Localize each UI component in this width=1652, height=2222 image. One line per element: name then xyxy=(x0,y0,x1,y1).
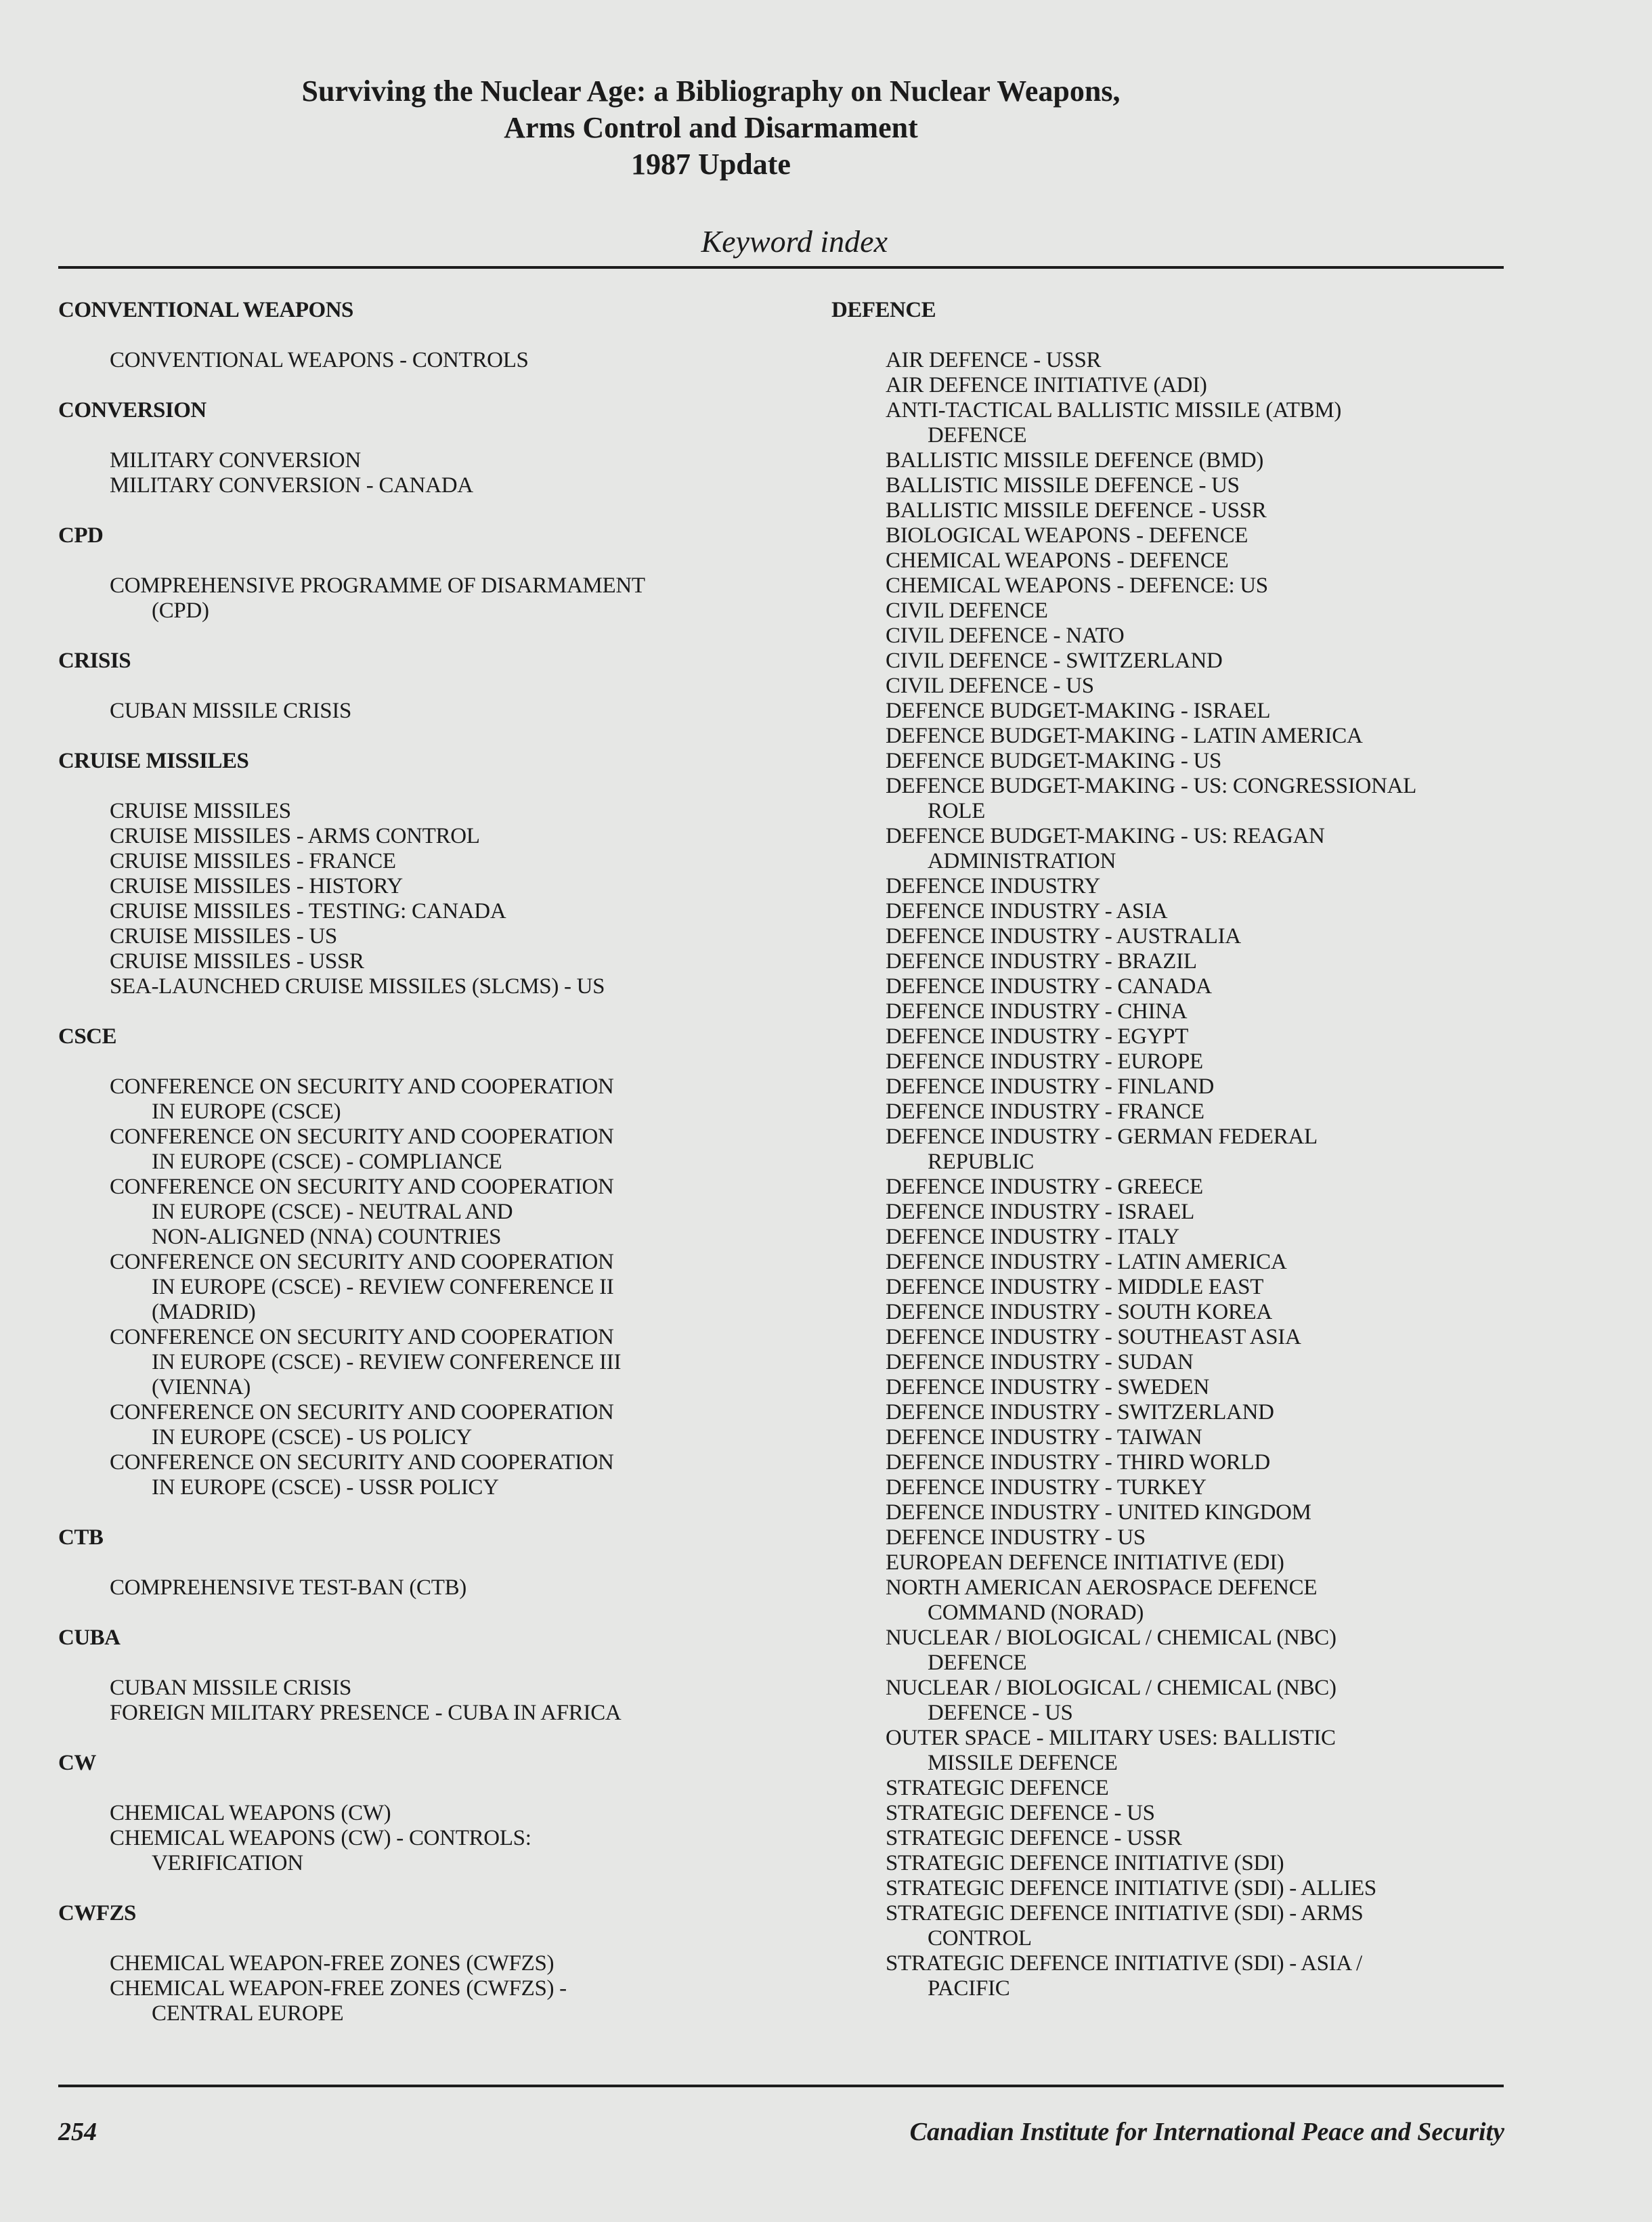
index-entry xyxy=(831,1500,1515,1525)
title-line-3: 1987 Update xyxy=(631,148,791,181)
index-entry xyxy=(58,799,817,824)
keyword-heading: DEFENCE xyxy=(831,298,936,322)
entry-continuation: VERIFICATION xyxy=(152,1851,303,1875)
entry-text: CONFERENCE ON SECURITY AND COOPERATION xyxy=(110,1325,614,1349)
index-entry xyxy=(831,1275,1515,1300)
entry-continuation: ROLE xyxy=(928,799,985,823)
index-entry xyxy=(831,1400,1515,1425)
index-entry xyxy=(831,1250,1515,1275)
entry-text: DEFENCE BUDGET-MAKING - US: REAGAN xyxy=(886,824,1325,848)
entry-continuation: DEFENCE xyxy=(928,1651,1027,1675)
entry-text: DEFENCE INDUSTRY - EGYPT xyxy=(886,1024,1189,1049)
index-entry xyxy=(831,473,1515,498)
keyword-heading: CRISIS xyxy=(58,649,131,673)
entry-text: BALLISTIC MISSILE DEFENCE - US xyxy=(886,473,1240,498)
keyword-group xyxy=(58,649,817,724)
entry-continuation: IN EUROPE (CSCE) - US POLICY xyxy=(152,1425,472,1450)
entry-continuation: COMMAND (NORAD) xyxy=(928,1600,1144,1625)
index-entry xyxy=(58,924,817,949)
entry-text: CIVIL DEFENCE - US xyxy=(886,674,1094,698)
entry-continuation: DEFENCE xyxy=(928,423,1027,448)
index-entry xyxy=(831,724,1515,749)
entry-text: DEFENCE BUDGET-MAKING - LATIN AMERICA xyxy=(886,724,1363,748)
index-entry xyxy=(831,1099,1515,1125)
index-entry xyxy=(58,1250,817,1325)
entry-text: NUCLEAR / BIOLOGICAL / CHEMICAL (NBC) xyxy=(886,1626,1336,1650)
index-entry xyxy=(831,1726,1515,1776)
index-entry xyxy=(831,1851,1515,1876)
entry-text: DEFENCE INDUSTRY - GERMAN FEDERAL xyxy=(886,1125,1318,1149)
entry-text: DEFENCE INDUSTRY - FINLAND xyxy=(886,1074,1215,1099)
index-entry xyxy=(58,1450,817,1500)
keyword-group xyxy=(58,1626,817,1726)
index-entry xyxy=(831,548,1515,573)
entry-text: DEFENCE INDUSTRY - TAIWAN xyxy=(886,1425,1202,1450)
entry-text: DEFENCE INDUSTRY - SWITZERLAND xyxy=(886,1400,1274,1424)
keyword-heading: CONVENTIONAL WEAPONS xyxy=(58,298,353,322)
index-entry xyxy=(58,348,817,373)
entry-text: DEFENCE INDUSTRY - THIRD WORLD xyxy=(886,1450,1270,1475)
index-entry xyxy=(831,1049,1515,1074)
entry-text: STRATEGIC DEFENCE INITIATIVE (SDI) - ARMS xyxy=(886,1901,1364,1925)
keyword-group xyxy=(58,398,817,498)
index-entry xyxy=(831,649,1515,674)
index-entry xyxy=(831,949,1515,974)
entry-continuation: CONTROL xyxy=(928,1926,1032,1951)
index-entry xyxy=(58,448,817,473)
entry-text: STRATEGIC DEFENCE xyxy=(886,1776,1109,1800)
entry-continuation: IN EUROPE (CSCE) - COMPLIANCE xyxy=(152,1150,502,1174)
index-entry xyxy=(831,1375,1515,1400)
entry-text: CHEMICAL WEAPONS - DEFENCE xyxy=(886,548,1229,573)
index-entry xyxy=(831,1350,1515,1375)
index-entry xyxy=(831,448,1515,473)
entry-continuation: IN EUROPE (CSCE) - USSR POLICY xyxy=(152,1475,499,1500)
keyword-heading: CUBA xyxy=(58,1626,121,1650)
entry-text: DEFENCE INDUSTRY - CHINA xyxy=(886,999,1188,1024)
index-entry xyxy=(831,1676,1515,1726)
keyword-heading: CTB xyxy=(58,1525,104,1550)
entry-text: NUCLEAR / BIOLOGICAL / CHEMICAL (NBC) xyxy=(886,1676,1336,1700)
entry-text: CIVIL DEFENCE xyxy=(886,598,1048,623)
entry-text: AIR DEFENCE - USSR xyxy=(886,348,1102,372)
entry-continuation: (CPD) xyxy=(152,598,209,623)
index-entry xyxy=(831,1225,1515,1250)
index-entry xyxy=(831,824,1515,874)
entry-text: COMPREHENSIVE PROGRAMME OF DISARMAMENT xyxy=(110,573,645,598)
section-title: Keyword index xyxy=(701,224,888,259)
entry-text: DEFENCE INDUSTRY - US xyxy=(886,1525,1146,1550)
left-column xyxy=(58,298,817,2051)
title-line-1: Surviving the Nuclear Age: a Bibliography on Nuclear Weapons, xyxy=(301,74,1121,108)
top-rule xyxy=(58,266,1504,269)
entry-text: OUTER SPACE - MILITARY USES: BALLISTIC xyxy=(886,1726,1336,1750)
index-entry xyxy=(831,1550,1515,1575)
index-entry xyxy=(831,1826,1515,1851)
entry-text: DEFENCE INDUSTRY - ITALY xyxy=(886,1225,1179,1249)
entry-text: DEFENCE INDUSTRY - GREECE xyxy=(886,1175,1203,1199)
index-entry xyxy=(831,1175,1515,1200)
entry-text: CRUISE MISSILES - FRANCE xyxy=(110,849,396,873)
entry-text: ANTI-TACTICAL BALLISTIC MISSILE (ATBM) xyxy=(886,398,1342,422)
entry-continuation: REPUBLIC xyxy=(928,1150,1035,1174)
entry-text: NORTH AMERICAN AEROSPACE DEFENCE xyxy=(886,1575,1318,1600)
index-entry xyxy=(58,824,817,849)
entry-continuation: IN EUROPE (CSCE) - REVIEW CONFERENCE III xyxy=(152,1350,622,1374)
keyword-group xyxy=(58,1024,817,1500)
index-entry xyxy=(831,1074,1515,1099)
index-entry xyxy=(58,1400,817,1450)
entry-continuation: (VIENNA) xyxy=(152,1375,251,1399)
entry-text: DEFENCE INDUSTRY - SOUTHEAST ASIA xyxy=(886,1325,1301,1349)
index-entry xyxy=(58,1074,817,1125)
index-entry xyxy=(831,674,1515,699)
entry-text: SEA-LAUNCHED CRUISE MISSILES (SLCMS) - US xyxy=(110,974,605,999)
index-entry xyxy=(831,699,1515,724)
keyword-heading: CW xyxy=(58,1751,96,1775)
entry-text: FOREIGN MILITARY PRESENCE - CUBA IN AFRICA xyxy=(110,1701,622,1725)
entry-text: CONFERENCE ON SECURITY AND COOPERATION xyxy=(110,1450,614,1475)
entry-continuation: IN EUROPE (CSCE) - REVIEW CONFERENCE II xyxy=(152,1275,614,1299)
entry-text: CRUISE MISSILES - TESTING: CANADA xyxy=(110,899,506,923)
entry-text: DEFENCE BUDGET-MAKING - US: CONGRESSIONAL xyxy=(886,774,1417,798)
entry-text: DEFENCE INDUSTRY - AUSTRALIA xyxy=(886,924,1241,949)
entry-text: DEFENCE INDUSTRY xyxy=(886,874,1100,898)
entry-text: DEFENCE INDUSTRY - MIDDLE EAST xyxy=(886,1275,1264,1299)
entry-text: DEFENCE INDUSTRY - EUROPE xyxy=(886,1049,1203,1074)
entry-text: CRUISE MISSILES - HISTORY xyxy=(110,874,403,898)
keyword-heading: CONVERSION xyxy=(58,398,206,422)
keyword-group xyxy=(58,1525,817,1600)
index-entry xyxy=(831,598,1515,624)
index-entry xyxy=(58,1701,817,1726)
index-entry xyxy=(831,373,1515,398)
entry-text: BALLISTIC MISSILE DEFENCE (BMD) xyxy=(886,448,1264,473)
index-entry xyxy=(831,498,1515,523)
entry-continuation: (MADRID) xyxy=(152,1300,256,1324)
index-entry xyxy=(831,523,1515,548)
index-entry xyxy=(831,1901,1515,1951)
index-entry xyxy=(831,1626,1515,1676)
entry-continuation: NON-ALIGNED (NNA) COUNTRIES xyxy=(152,1225,502,1249)
index-entry xyxy=(58,1676,817,1701)
right-column xyxy=(831,298,1515,2001)
bottom-rule xyxy=(58,2085,1504,2087)
entry-text: CONFERENCE ON SECURITY AND COOPERATION xyxy=(110,1250,614,1274)
entry-text: CUBAN MISSILE CRISIS xyxy=(110,1676,352,1700)
index-entry xyxy=(831,1024,1515,1049)
entry-text: DEFENCE INDUSTRY - BRAZIL xyxy=(886,949,1197,974)
entry-continuation: MISSILE DEFENCE xyxy=(928,1751,1118,1775)
entry-continuation: IN EUROPE (CSCE) xyxy=(152,1099,341,1124)
entry-text: DEFENCE BUDGET-MAKING - US xyxy=(886,749,1222,773)
entry-text: COMPREHENSIVE TEST-BAN (CTB) xyxy=(110,1575,466,1600)
entry-text: DEFENCE INDUSTRY - FRANCE xyxy=(886,1099,1204,1124)
entry-text: STRATEGIC DEFENCE INITIATIVE (SDI) xyxy=(886,1851,1284,1875)
entry-continuation: ADMINISTRATION xyxy=(928,849,1116,873)
index-entry xyxy=(831,749,1515,774)
entry-text: STRATEGIC DEFENCE INITIATIVE (SDI) - ALLIES xyxy=(886,1876,1376,1900)
index-entry xyxy=(58,1976,817,2026)
keyword-group xyxy=(58,749,817,999)
keyword-heading: CWFZS xyxy=(58,1901,136,1925)
entry-text: CONFERENCE ON SECURITY AND COOPERATION xyxy=(110,1074,614,1099)
page-number: 254 xyxy=(58,2118,97,2146)
entry-text: STRATEGIC DEFENCE - US xyxy=(886,1801,1155,1825)
entry-text: CIVIL DEFENCE - NATO xyxy=(886,624,1125,648)
index-entry xyxy=(58,874,817,899)
entry-text: EUROPEAN DEFENCE INITIATIVE (EDI) xyxy=(886,1550,1284,1575)
index-entry xyxy=(831,1776,1515,1801)
index-entry xyxy=(58,573,817,624)
index-entry xyxy=(58,949,817,974)
index-entry xyxy=(831,1300,1515,1325)
entry-text: DEFENCE INDUSTRY - LATIN AMERICA xyxy=(886,1250,1287,1274)
entry-text: CHEMICAL WEAPONS (CW) - CONTROLS: xyxy=(110,1826,531,1850)
index-entry xyxy=(58,1575,817,1600)
index-entry xyxy=(831,348,1515,373)
entry-text: DEFENCE INDUSTRY - SOUTH KOREA xyxy=(886,1300,1272,1324)
keyword-group xyxy=(58,298,817,373)
entry-continuation: DEFENCE - US xyxy=(928,1701,1073,1725)
index-entry xyxy=(831,1200,1515,1225)
index-entry xyxy=(58,1325,817,1400)
keyword-heading: CSCE xyxy=(58,1024,117,1049)
entry-text: DEFENCE INDUSTRY - UNITED KINGDOM xyxy=(886,1500,1311,1525)
index-entry xyxy=(58,974,817,999)
index-entry xyxy=(831,1575,1515,1626)
index-entry xyxy=(58,899,817,924)
entry-text: DEFENCE INDUSTRY - SUDAN xyxy=(886,1350,1194,1374)
entry-text: DEFENCE BUDGET-MAKING - ISRAEL xyxy=(886,699,1271,723)
index-entry xyxy=(831,874,1515,899)
publisher-name: Canadian Institute for International Peace and Security xyxy=(909,2118,1504,2146)
index-entry xyxy=(831,1325,1515,1350)
entry-text: STRATEGIC DEFENCE - USSR xyxy=(886,1826,1182,1850)
entry-text: CHEMICAL WEAPON-FREE ZONES (CWFZS) xyxy=(110,1951,555,1976)
entry-text: CRUISE MISSILES - US xyxy=(110,924,337,949)
entry-text: DEFENCE INDUSTRY - SWEDEN xyxy=(886,1375,1210,1399)
entry-text: CIVIL DEFENCE - SWITZERLAND xyxy=(886,649,1223,673)
keyword-group xyxy=(58,1901,817,2026)
entry-continuation: CENTRAL EUROPE xyxy=(152,2001,344,2026)
index-entry xyxy=(831,1125,1515,1175)
entry-text: MILITARY CONVERSION - CANADA xyxy=(110,473,473,498)
index-entry xyxy=(831,1951,1515,2001)
entry-text: CHEMICAL WEAPONS - DEFENCE: US xyxy=(886,573,1268,598)
entry-text: CONVENTIONAL WEAPONS - CONTROLS xyxy=(110,348,529,372)
index-entry xyxy=(831,1525,1515,1550)
index-entry xyxy=(831,1801,1515,1826)
entry-continuation: IN EUROPE (CSCE) - NEUTRAL AND xyxy=(152,1200,513,1224)
title-block xyxy=(0,73,1422,183)
entry-text: CHEMICAL WEAPONS (CW) xyxy=(110,1801,391,1825)
entry-continuation: PACIFIC xyxy=(928,1976,1010,2001)
entry-text: DEFENCE INDUSTRY - ISRAEL xyxy=(886,1200,1195,1224)
index-entry xyxy=(58,473,817,498)
entry-text: DEFENCE INDUSTRY - ASIA xyxy=(886,899,1168,923)
index-entry xyxy=(58,1951,817,1976)
index-entry xyxy=(831,774,1515,824)
entry-text: MILITARY CONVERSION xyxy=(110,448,361,473)
keyword-group xyxy=(58,1751,817,1876)
entry-text: CRUISE MISSILES - ARMS CONTROL xyxy=(110,824,480,848)
index-entry xyxy=(58,849,817,874)
keyword-heading: CRUISE MISSILES xyxy=(58,749,249,773)
index-entry xyxy=(831,1475,1515,1500)
entry-text: CONFERENCE ON SECURITY AND COOPERATION xyxy=(110,1400,614,1424)
entry-text: CRUISE MISSILES - USSR xyxy=(110,949,364,974)
index-entry xyxy=(58,1125,817,1175)
entry-text: STRATEGIC DEFENCE INITIATIVE (SDI) - ASIA / xyxy=(886,1951,1362,1976)
index-entry xyxy=(831,398,1515,448)
entry-text: CRUISE MISSILES xyxy=(110,799,291,823)
title-line-2: Arms Control and Disarmament xyxy=(504,111,918,144)
index-entry xyxy=(58,1826,817,1876)
index-entry xyxy=(831,1425,1515,1450)
index-entry xyxy=(831,899,1515,924)
keyword-group xyxy=(58,523,817,624)
index-entry xyxy=(58,699,817,724)
entry-text: BIOLOGICAL WEAPONS - DEFENCE xyxy=(886,523,1248,548)
entry-text: CONFERENCE ON SECURITY AND COOPERATION xyxy=(110,1175,614,1199)
index-entry xyxy=(831,974,1515,999)
entry-text: CONFERENCE ON SECURITY AND COOPERATION xyxy=(110,1125,614,1149)
entry-text: AIR DEFENCE INITIATIVE (ADI) xyxy=(886,373,1207,397)
index-entry xyxy=(831,624,1515,649)
entry-text: DEFENCE INDUSTRY - TURKEY xyxy=(886,1475,1207,1500)
index-entry xyxy=(831,573,1515,598)
index-entry xyxy=(58,1175,817,1250)
entry-text: CUBAN MISSILE CRISIS xyxy=(110,699,352,723)
entry-text: DEFENCE INDUSTRY - CANADA xyxy=(886,974,1212,999)
entry-text: CHEMICAL WEAPON-FREE ZONES (CWFZS) - xyxy=(110,1976,567,2001)
index-entry xyxy=(831,1876,1515,1901)
index-entry xyxy=(831,924,1515,949)
keyword-heading: CPD xyxy=(58,523,104,548)
index-entry xyxy=(831,999,1515,1024)
index-entry xyxy=(58,1801,817,1826)
index-entry xyxy=(831,1450,1515,1475)
keyword-group xyxy=(831,298,1515,2001)
entry-text: BALLISTIC MISSILE DEFENCE - USSR xyxy=(886,498,1267,523)
